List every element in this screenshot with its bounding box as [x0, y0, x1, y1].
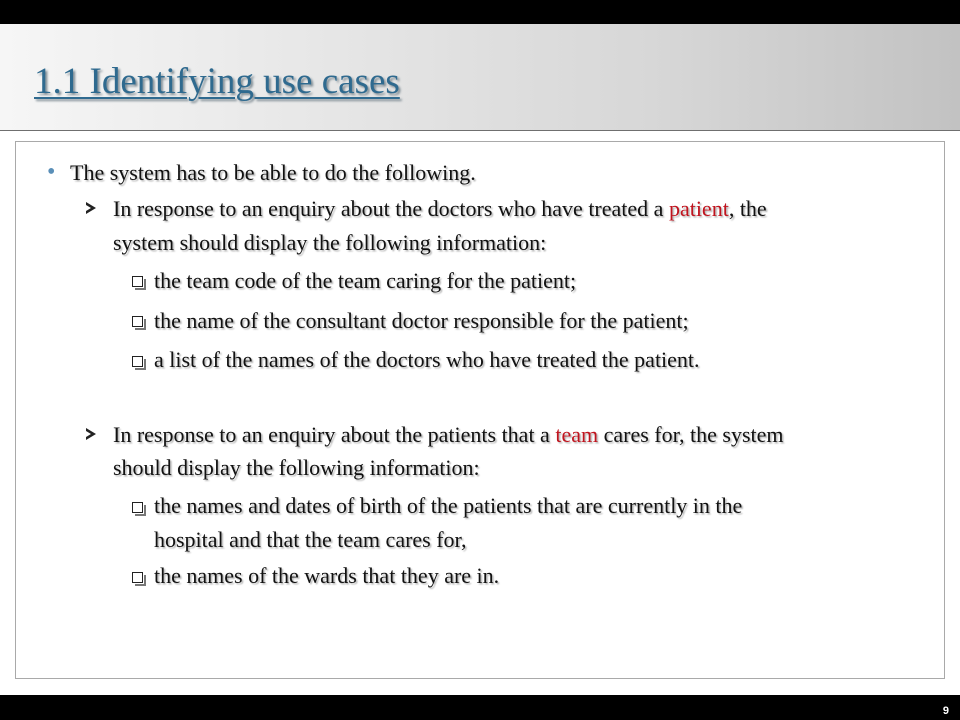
section1-line1-tail: , the: [728, 196, 767, 221]
top-bar: [0, 0, 960, 24]
section1-line2: system should display the following information:: [113, 230, 547, 255]
checkbox-bullet-icon: [132, 572, 143, 583]
bullet-dot-icon: •: [47, 159, 56, 185]
bottom-bar: [0, 695, 960, 720]
section1-highlight: patient: [668, 196, 729, 221]
section1-line1: [113, 196, 767, 222]
section1-item: the team code of the team caring for the patient;: [154, 268, 577, 293]
checkbox-bullet-icon: [132, 276, 143, 287]
arrow-bullet-icon: [86, 428, 96, 440]
checkbox-bullet-icon: [132, 316, 143, 327]
section2-line1-text: In response to an enquiry about the patients that a: [113, 422, 556, 447]
slide-header: [0, 24, 960, 131]
checkbox-bullet-icon: [132, 502, 143, 513]
section2-item1-line2: hospital and that the team cares for,: [154, 527, 467, 552]
section1-item: the name of the consultant doctor responsible for the patient;: [154, 308, 689, 333]
page-number: 9: [942, 705, 949, 717]
section2-line1: [113, 422, 784, 448]
section2-item2: the names of the wards that they are in.: [154, 563, 500, 588]
section1-item: a list of the names of the doctors who have treated the patient.: [154, 347, 700, 372]
slide-title: 1.1 Identifying use cases: [34, 61, 400, 102]
section2-line2: should display the following information:: [113, 455, 480, 480]
section2-item1-line1: the names and dates of birth of the patients that are currently in the: [154, 493, 743, 518]
section2-highlight: team: [555, 422, 599, 447]
section2-line1-tail: cares for, the system: [598, 422, 784, 447]
section1-line1-text: In response to an enquiry about the doctors who have treated a: [113, 196, 669, 221]
arrow-bullet-icon: [86, 202, 96, 214]
checkbox-bullet-icon: [132, 356, 143, 367]
intro-text: The system has to be able to do the following.: [70, 160, 476, 185]
